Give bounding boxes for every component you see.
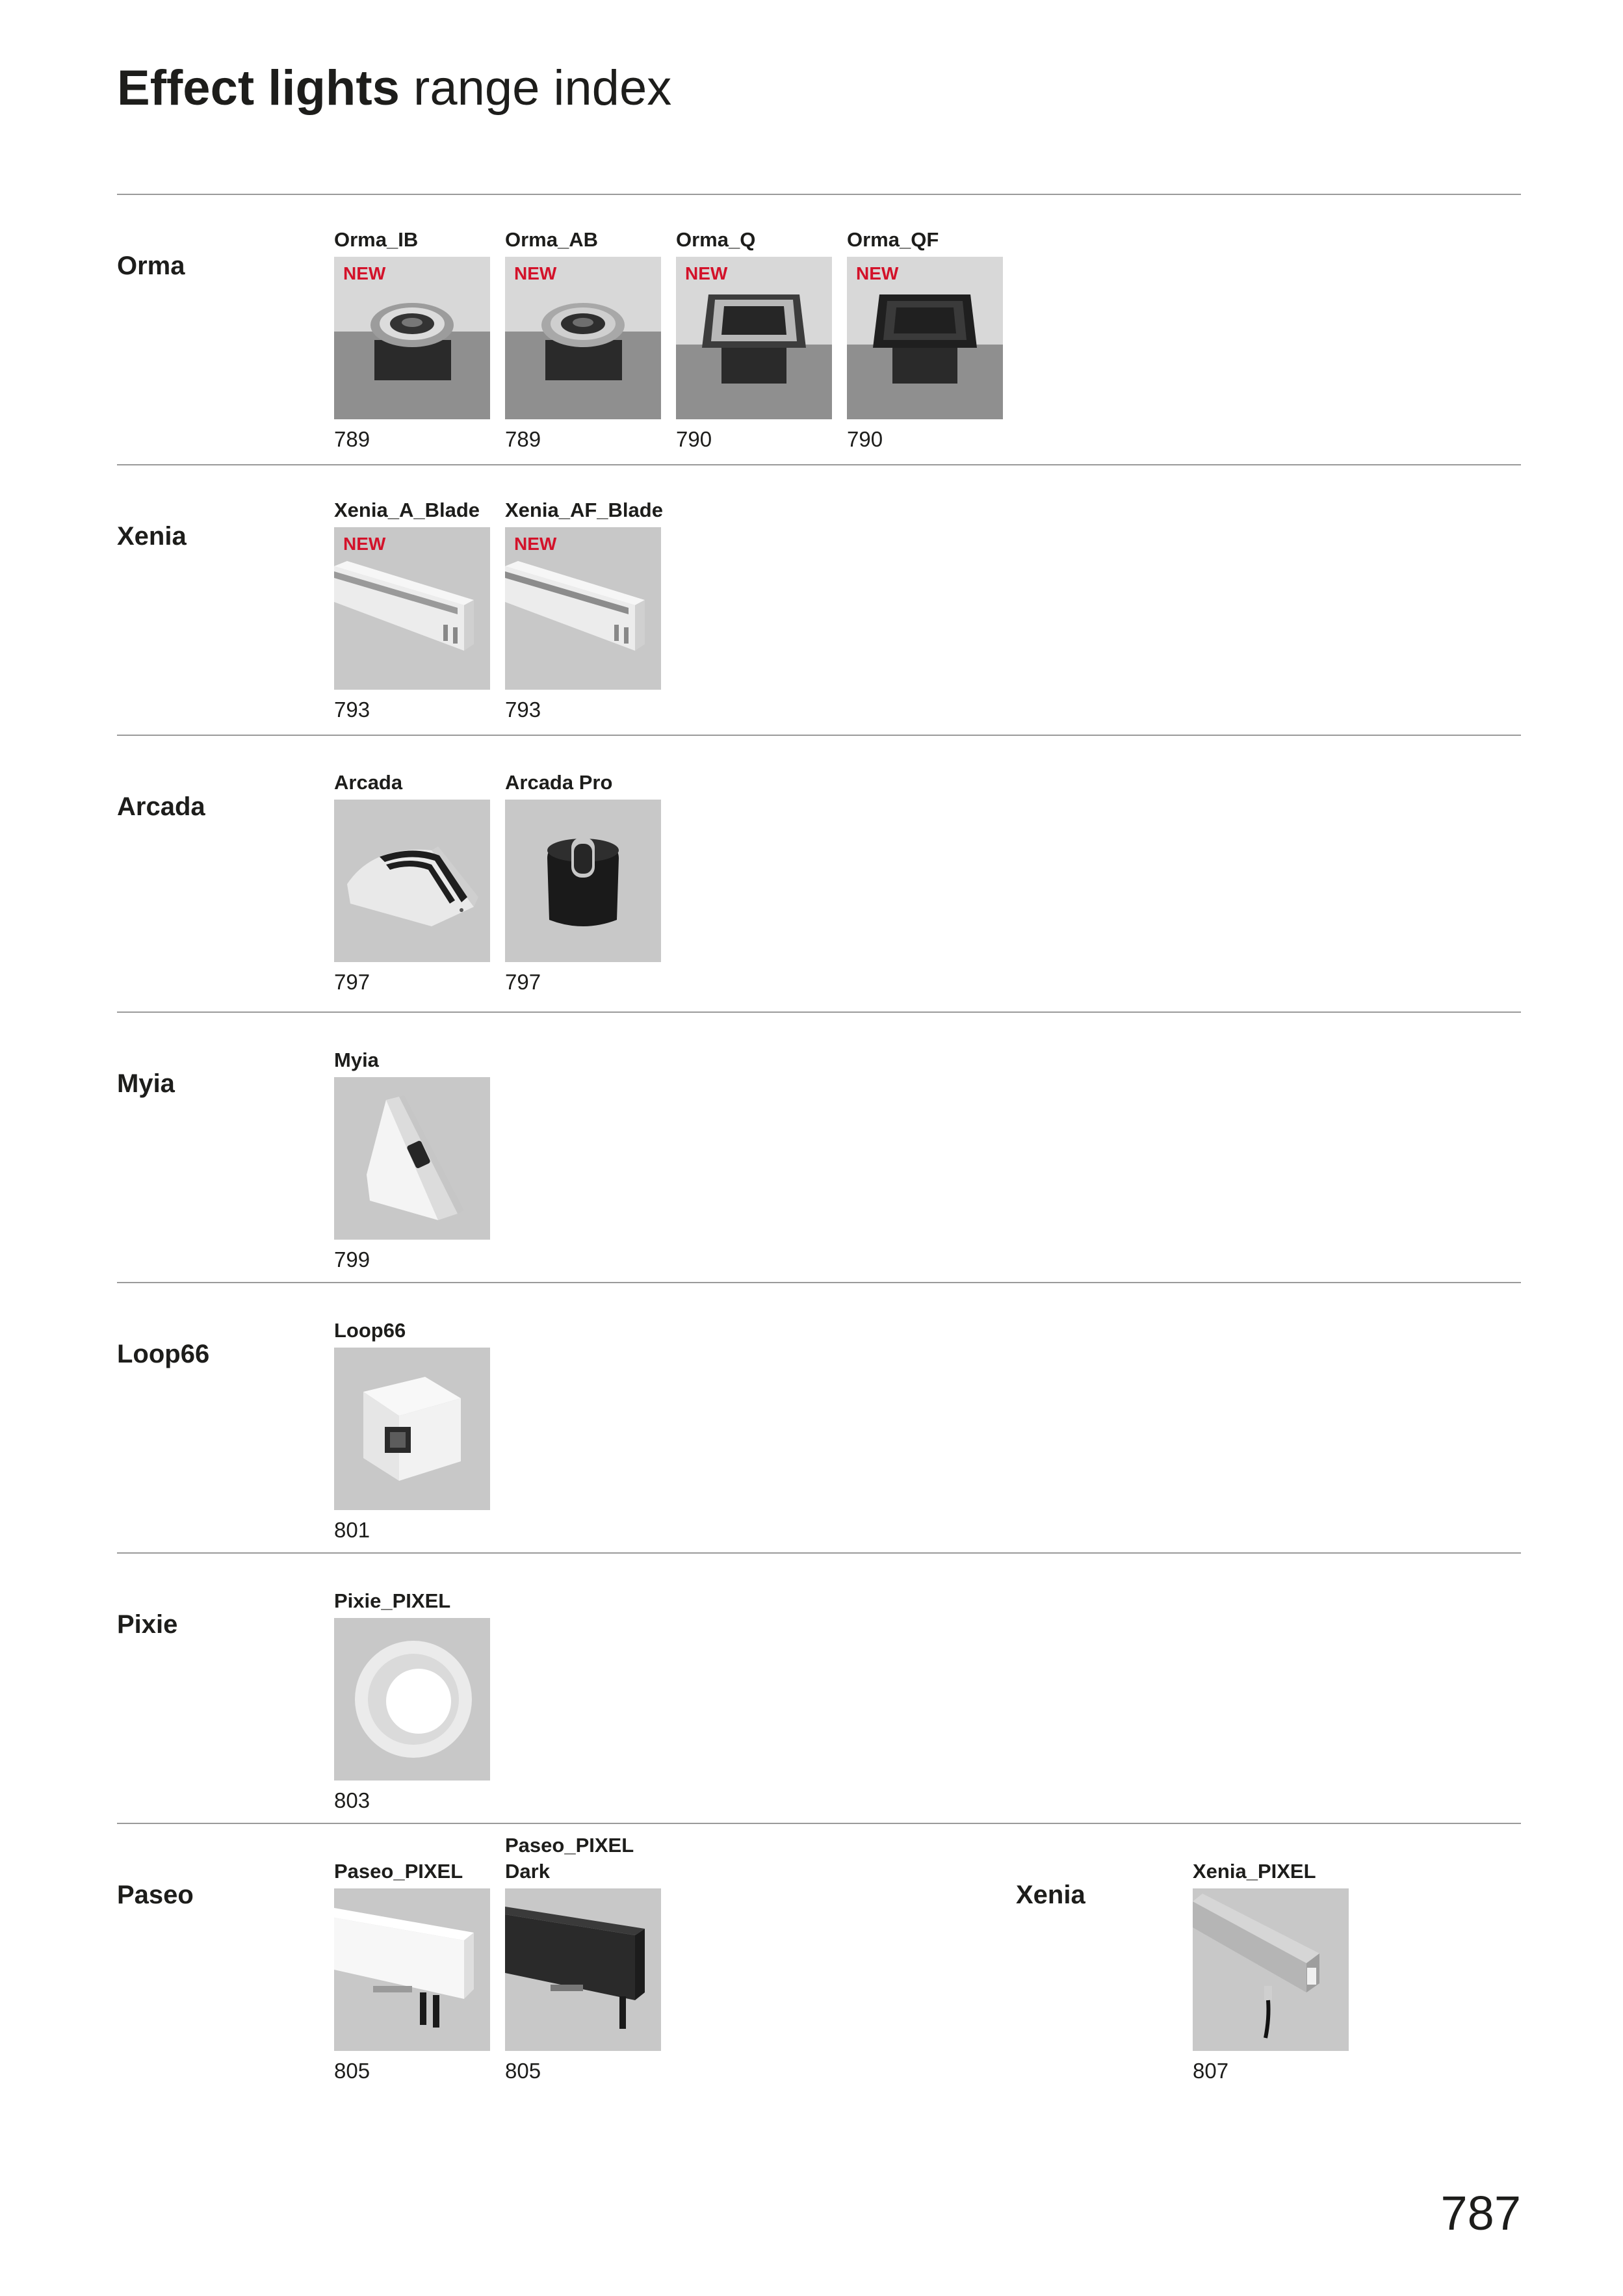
- family-label-xenia: Xenia: [117, 522, 187, 551]
- family-label-pixie: Pixie: [117, 1610, 178, 1639]
- page-reference: 789: [505, 427, 541, 451]
- page-reference: 789: [334, 427, 370, 451]
- page-reference: 807: [1193, 2059, 1229, 2083]
- white-linear-bar-icon: [334, 1888, 490, 2051]
- dark-linear-bar-icon: [505, 1888, 661, 2051]
- product-name: Xenia_A_Blade: [334, 499, 480, 521]
- section-divider: [117, 464, 1521, 465]
- black-cylinder-light-icon: [505, 800, 661, 962]
- page-reference: 793: [505, 698, 541, 722]
- linear-blade-light-icon: [505, 527, 661, 690]
- page-reference: 805: [334, 2059, 370, 2083]
- page-reference: 797: [505, 970, 541, 994]
- new-badge: NEW: [856, 263, 899, 283]
- curved-wall-light-icon: [334, 800, 490, 962]
- round-dome-light-icon: [334, 1618, 490, 1781]
- page-reference: 803: [334, 1788, 370, 1812]
- title-regular: range index: [399, 60, 672, 116]
- product-name: Pixie_PIXEL: [334, 1589, 451, 1612]
- section-divider: [117, 1552, 1521, 1554]
- page-reference: 790: [676, 427, 712, 451]
- page-reference: 797: [334, 970, 370, 994]
- new-badge: NEW: [514, 534, 557, 554]
- title-bold: Effect lights: [117, 60, 400, 116]
- cube-wall-light-icon: [334, 1348, 490, 1510]
- family-label-loop66: Loop66: [117, 1340, 210, 1368]
- section-divider: [117, 1011, 1521, 1013]
- page-reference: 790: [847, 427, 883, 451]
- product-name: Arcada: [334, 771, 403, 794]
- section-divider: [117, 194, 1521, 195]
- page-reference: 801: [334, 1518, 370, 1542]
- product-name: Arcada Pro: [505, 771, 613, 794]
- family-label-xenia-pixel: Xenia: [1016, 1881, 1085, 1909]
- product-name: Xenia_PIXEL: [1193, 1860, 1316, 1883]
- family-label-myia: Myia: [117, 1069, 175, 1098]
- round-recessed-light-icon: [505, 257, 661, 419]
- section-divider: [117, 1823, 1521, 1824]
- new-badge: NEW: [685, 263, 728, 283]
- section-divider: [117, 735, 1521, 736]
- round-recessed-light-icon: [334, 257, 490, 419]
- page-reference: 805: [505, 2059, 541, 2083]
- new-badge: NEW: [343, 263, 386, 283]
- square-recessed-light-icon: [847, 257, 1003, 419]
- product-name: Paseo_PIXEL Dark: [505, 1834, 634, 1883]
- new-badge: NEW: [514, 263, 557, 283]
- family-label-arcada: Arcada: [117, 792, 205, 821]
- product-name: Xenia_AF_Blade: [505, 499, 663, 521]
- product-name: Orma_QF: [847, 228, 939, 251]
- section-divider: [117, 1282, 1521, 1283]
- product-name: Paseo_PIXEL: [334, 1860, 463, 1883]
- page-reference: 793: [334, 698, 370, 722]
- page-title: [117, 60, 672, 116]
- product-name: Orma_IB: [334, 228, 419, 251]
- triangular-wall-light-icon: [334, 1077, 490, 1240]
- square-recessed-light-icon: [676, 257, 832, 419]
- linear-blade-light-icon: [334, 527, 490, 690]
- page-reference: 799: [334, 1247, 370, 1272]
- page-number: 787: [1440, 2186, 1521, 2240]
- family-label-paseo: Paseo: [117, 1881, 194, 1909]
- family-label-orma: Orma: [117, 252, 185, 280]
- product-name: Orma_Q: [676, 228, 756, 251]
- product-name: Loop66: [334, 1319, 406, 1342]
- aluminium-linear-profile-icon: [1193, 1888, 1349, 2051]
- product-name: Myia: [334, 1049, 379, 1071]
- product-name: Orma_AB: [505, 228, 598, 251]
- new-badge: NEW: [343, 534, 386, 554]
